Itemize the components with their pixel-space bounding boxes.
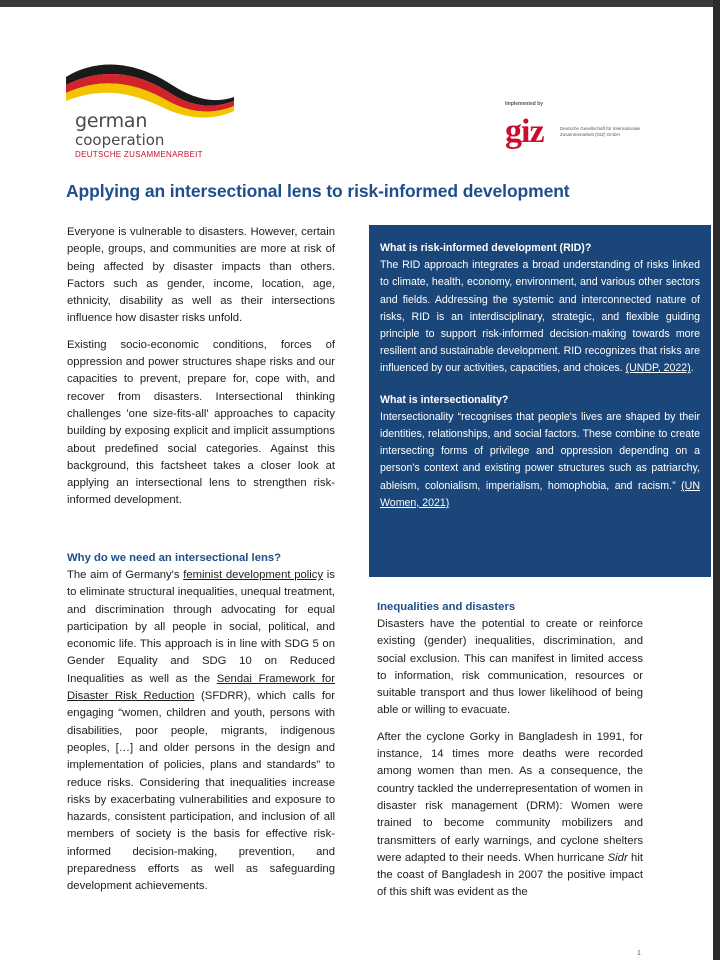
- inequalities-paragraph-1: Disasters have the potential to create or reinforce existing (gender) inequalities, discrimination, and social exclusion. This can manifest in limited access to information, risk communication, resources or suitable transport and thus lower likelihood of being able or willing to evacuate.: [377, 618, 643, 717]
- sendai-framework-link[interactable]: Sendai Framework for Disaster Risk Reduction: [67, 672, 335, 703]
- inequalities-heading: Inequalities and disasters: [377, 601, 516, 613]
- definitions-box-content: [380, 240, 700, 526]
- inequalities-section: [377, 599, 643, 911]
- rid-paragraph: [380, 257, 700, 377]
- why-text-1: The aim of Germany's: [67, 569, 184, 581]
- intro-section: [67, 224, 335, 519]
- intro-paragraph-1: Everyone is vulnerable to disasters. However, certain people, groups, and communities are more at risk of being affected by disaster impacts than others. Factors such as gender, income, location, age, ethnicity, disability as well as their intersections influence how disaster risks unfold.: [67, 226, 335, 325]
- intersectionality-heading: What is intersectionality?: [380, 393, 509, 406]
- viewer-edge: [713, 0, 720, 960]
- implemented-by-label: Implemented by: [505, 101, 544, 107]
- page-number: 1: [637, 950, 641, 957]
- inequalities-text-2a: After the cyclone Gorky in Bangladesh in 1991, for instance, 14 times more deaths were recorded among women than men. As a consequence, the country tackled the underrepresentation of women in disaster risk management (DRM): Women were trained to become community mobilizers and transmitters of early warnings, and cyclone shelters were adapted to their needs. When hurricane: [377, 730, 643, 864]
- intersectionality-paragraph: [380, 409, 700, 512]
- sidr-emphasis: Sidr: [607, 851, 628, 864]
- rid-text: The RID approach integrates a broad understanding of risks linked to climate, health, economy, environment, and various other sectors and fields. Addressing the systemic and interconnected nature of risks, RID is an interdisciplinary, strategic, and flexible guiding principle to support risk-informed decision-making towards more resilient and sustainable development. RID recognizes that risks are influenced by our activities, capacities, and choices.: [380, 259, 700, 375]
- page-title: Applying an intersectional lens to risk-informed development: [66, 181, 570, 201]
- why-paragraph: [67, 567, 335, 896]
- giz-subtitle: Deutsche Gesellschaft für Internationale Zusammenarbeit (GIZ) GmbH: [560, 126, 641, 137]
- document-page: [0, 7, 713, 960]
- feminist-policy-link[interactable]: feminist development policy: [183, 569, 324, 581]
- why-text-3: (SFDRR), which calls for engaging “women, children and youth, persons with disabilities, poor people, migrants, indigenous peoples, […] and older persons in the design and implementation of policies, plans and standards” to reduce risks. Considering that inequalities increase risks by exacerbating vulnerabilities and exposure to hazards, consistent participation, and inclusion of all members of society is the basis for effective risk-informed decision-making, prevention, and preparedness efforts as well as safeguarding development achievements.: [67, 690, 336, 893]
- logo-text-german: german: [75, 110, 148, 132]
- intro-paragraph-2: Existing socio-economic conditions, forces of oppression and power structures shape risks and our capacities to prevent, prepare for, cope with, and recover from disasters. Intersectional thinking challenges 'one size-fits-all' approaches to capacity building by exposing explicit and implicit assumptions about predefined social categories. Against this background, this factsheet takes a closer look at applying an intersectional lens to strengthen risk-informed development.: [67, 338, 335, 507]
- inequalities-paragraph-2: [377, 729, 643, 902]
- giz-logo: giz: [505, 113, 544, 150]
- why-text-2: is to eliminate structural inequalities, unequal treatment, and discrimination through advocating for equal participation by all people in social, political, and economic life. This approach is in line with SDG 5 on Gender Equality and SDG 10 on Reduced Inequalities as well as the: [67, 569, 335, 685]
- intersectionality-text: Intersectionality “recognises that people's lives are shaped by their identities, relationships, and social factors. These combine to create intersecting forms of privilege and oppression depending on a person's context and existing power structures such as patriarchy, ableism, colonialism, imperialism, homophobia, and racism.”: [380, 410, 700, 492]
- inequalities-text-2b: hit the coast of Bangladesh in 2007 the positive impact of this shift was evident as the: [377, 851, 643, 899]
- logo-text-deutsche: DEUTSCHE ZUSAMMENARBEIT: [75, 150, 203, 159]
- why-heading: Why do we need an intersectional lens?: [67, 552, 282, 564]
- logo-text-cooperation: cooperation: [75, 131, 165, 149]
- why-section: [67, 550, 335, 905]
- rid-end: .: [690, 362, 694, 375]
- definitions-box: [369, 225, 711, 577]
- rid-heading: What is risk-informed development (RID)?: [380, 242, 592, 254]
- un-women-link[interactable]: (UN Women, 2021): [380, 479, 700, 509]
- undp-link[interactable]: (UNDP, 2022): [625, 362, 691, 375]
